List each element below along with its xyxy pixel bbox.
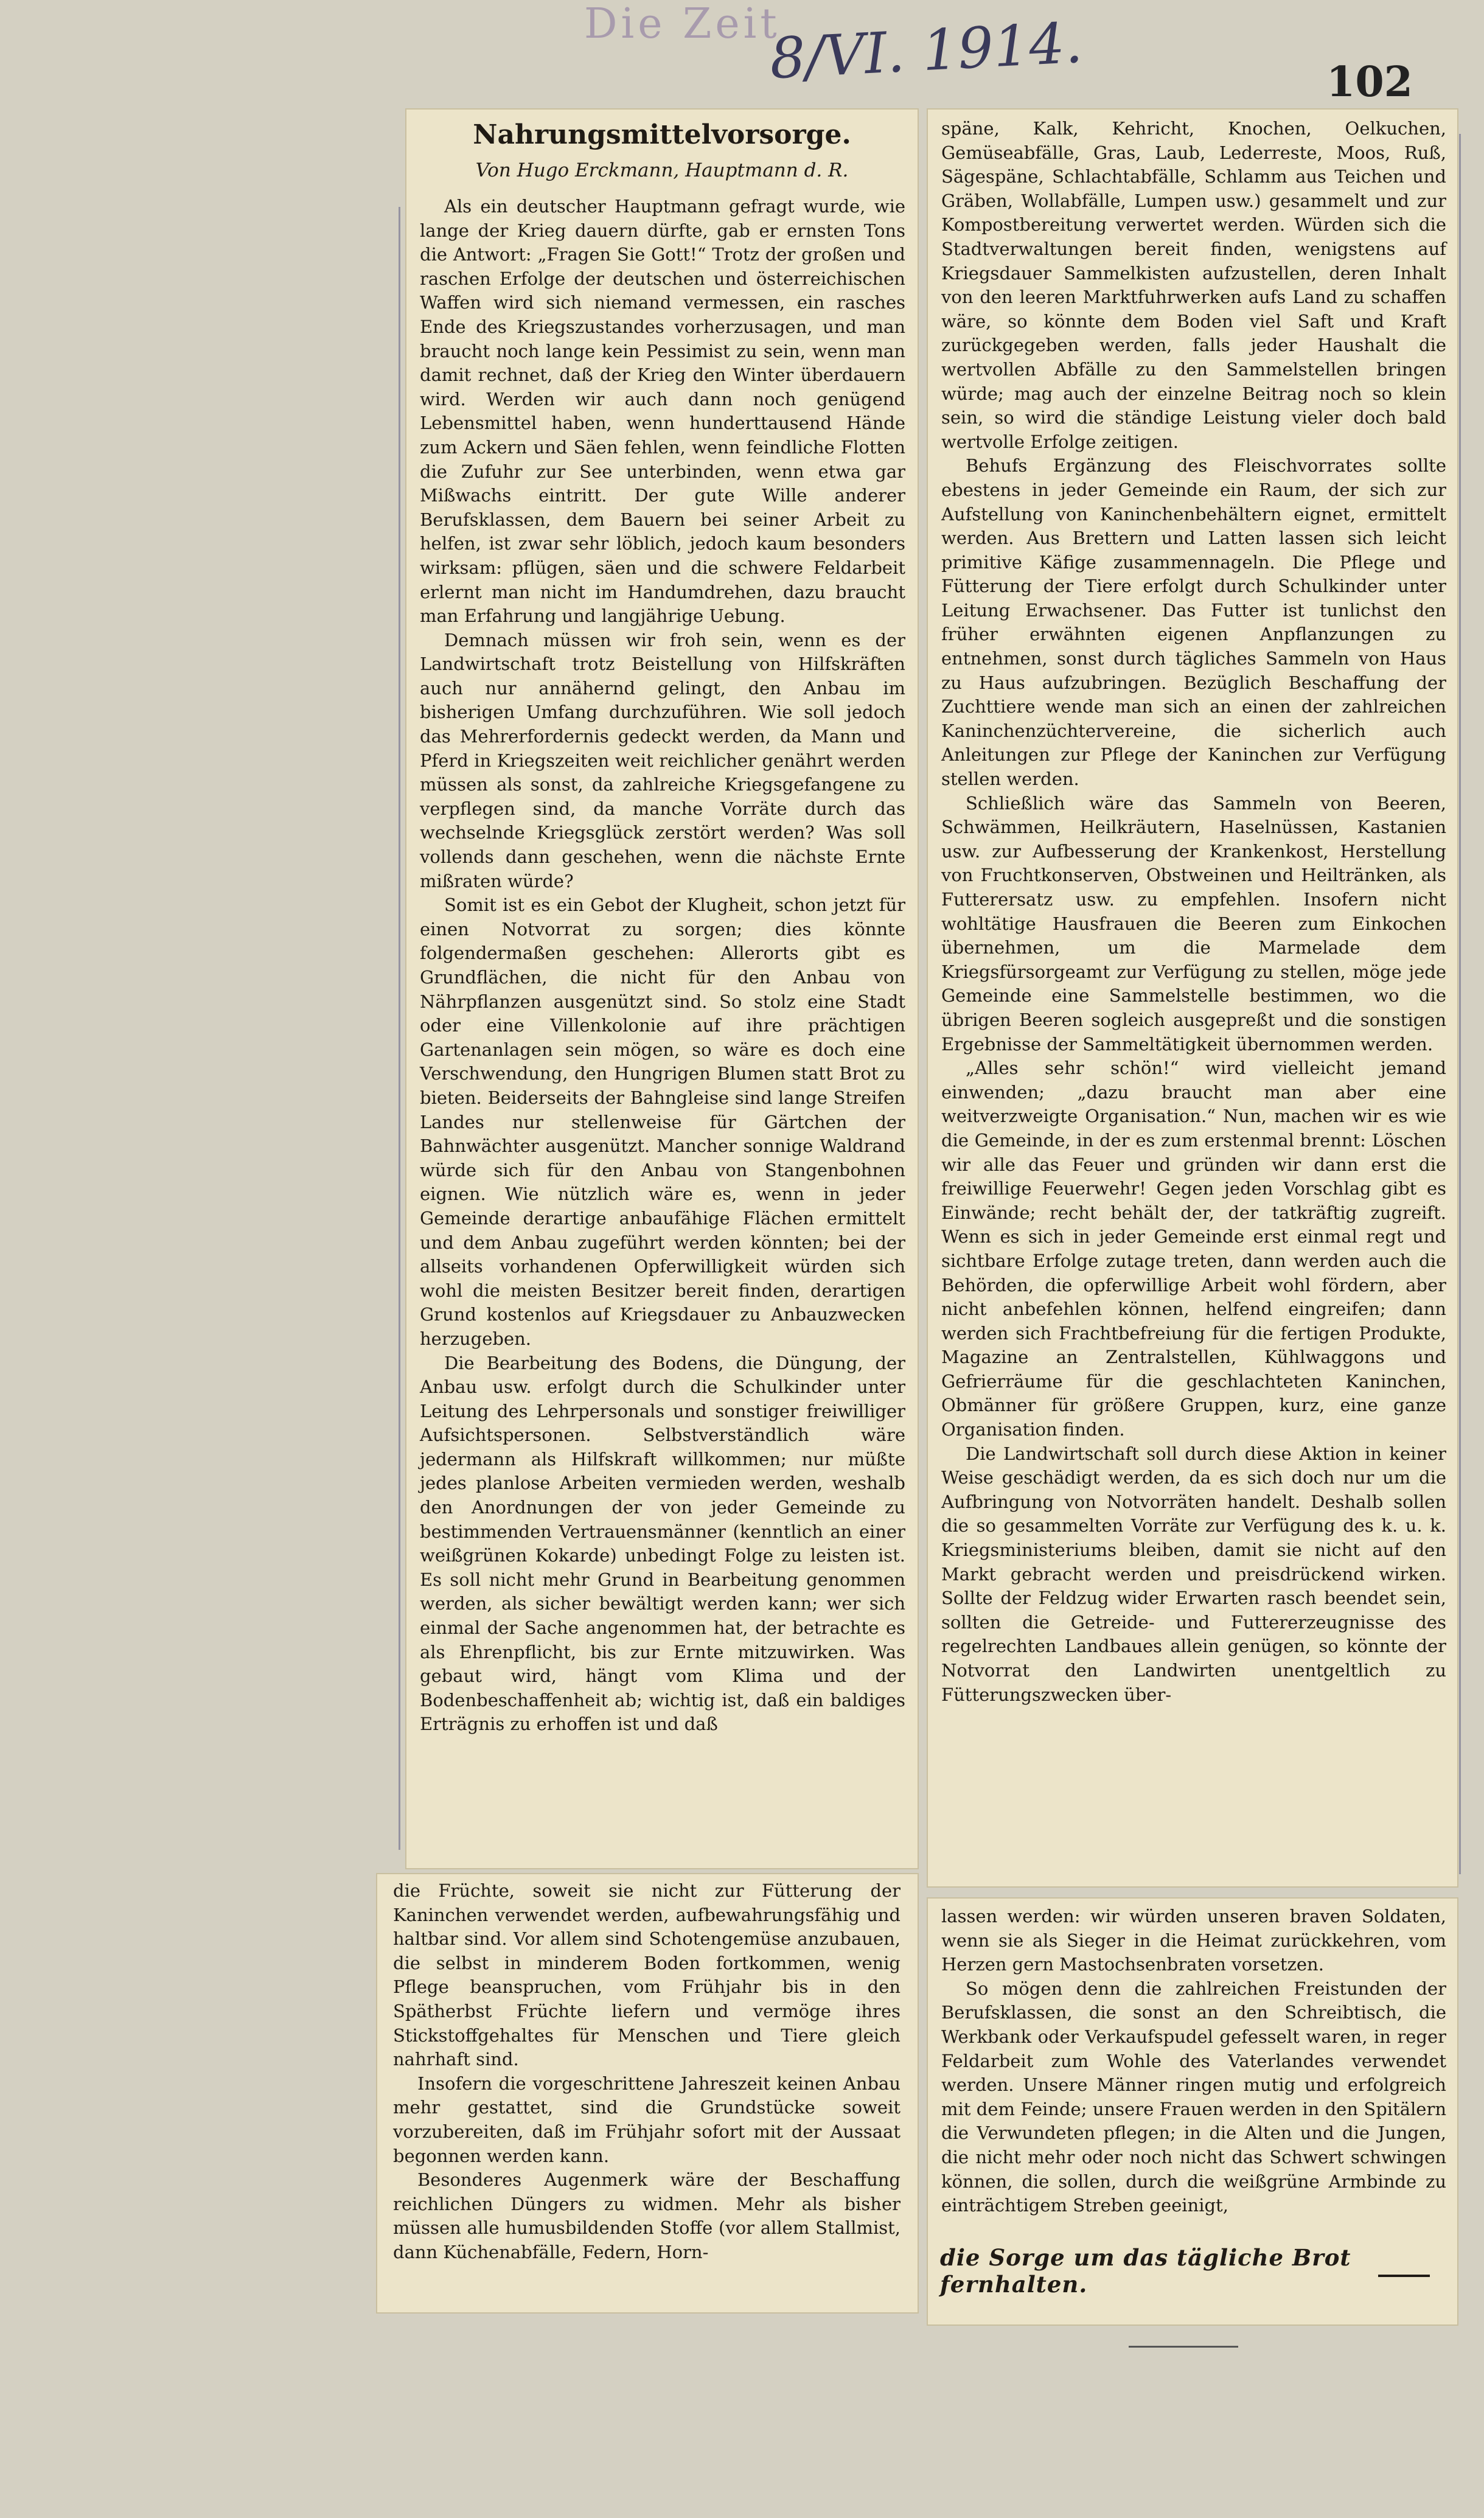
paragraph: späne, Kalk, Kehricht, Knochen, Oelkuchen, Gemüseabfälle, Gras, Laub, Lederreste, Moos, Ruß, Sägespäne, Schlachtabfälle, Schlamm aus Teichen und Gräben, Wollabfälle, Lumpen usw.) gesammelt und zur Kompostbereitung verwertet werden. Würden sich die Stadtverwaltungen bereit finden, wenigstens auf Kriegsdauer Sammelkisten aufzustellen, deren Inhalt von den leeren Marktfuhrwerken aufs Land zu schaffen wäre, so könnte dem Boden viel Saft und Kraft zurückgegeben werden, falls jeder Haushalt die wertvollen Abfälle zu den Sammelstellen bringen würde; mag auch der einzelne Beitrag noch so klein sein, so wird die ständige Leistung vieler doch bald wertvolle Erfolge zeitigen. [941, 118, 1446, 452]
handwritten-date: 8/VI. 1914. [768, 10, 1084, 92]
closing-underline [1378, 2275, 1430, 2277]
article-title: Nahrungsmittelvorsorge. [473, 119, 851, 150]
paragraph: lassen werden: wir würden unseren braven Soldaten, wenn sie als Sieger in die Heimat zurückkehren, vom Herzen gern Mastochsenbraten vorsetzen. [941, 1906, 1446, 1975]
text-column-left-top [406, 195, 918, 1862]
article-byline: Von Hugo Erckmann, Hauptmann d. R. [475, 159, 849, 181]
text-column-left-bottom [377, 1879, 918, 2305]
newspaper-stamp: Die Zeit [584, 0, 781, 48]
paragraph: So mögen denn die zahlreichen Freistunden der Berufsklassen, die sonst an den Schreibtisch, die Werkbank oder Verkaufspudel gefesselt waren, in reger Feldarbeit zum Wohle des Vaterlandes verwendet werden. Unsere Männer ringen mutig und erfolgreich mit dem Feinde; unsere Frauen werden in den Spitälern die Verwundeten pflegen; in die Alten und die Jungen, die nicht mehr oder noch nicht das Schwert schwingen können, die sollen, durch die weißgrüne Armbinde zu einträchtigem Streben geeinigt, [941, 1978, 1446, 2216]
paragraph: Demnach müssen wir froh sein, wenn es der Landwirtschaft trotz Beistellung von Hilfskräften auch nur annähernd gelingt, den Anbau im bisherigen Umfang durchzuführen. Wie soll jedoch das Mehrerfordernis gedeckt werden, da Mann und Pferd in Kriegszeiten weit reichlicher genährt werden müssen als sonst, da zahlreiche Kriegsgefangene zu verpflegen sind, da manche Vorräte durch das wechselnde Kriegsglück zerstört werden? Was soll vollends dann geschehen, wenn die nächste Ernte mißraten würde? [420, 629, 905, 891]
paragraph: Die Landwirtschaft soll durch diese Aktion in keiner Weise geschädigt werden, da es sich doch nur um die Aufbringung von Notvorräten handelt. Deshalb sollen die so gesammelten Vorräte zur Verfügung des k. u. k. Kriegsministeriums bleiben, damit sie nicht auf den Markt gebracht werden und preisdrückend wirken. Sollte der Feldzug wider Erwarten rasch beendet sein, sollten die Getreide- und Futtererzeugnisse des regelrechten Landbaues allein genügen, so könnte der Notvorrat den Landwirten unentgeltlich zu Fütterungszwecken über- [941, 1443, 1446, 1705]
end-rule [1129, 2346, 1238, 2348]
paragraph: die Früchte, soweit sie nicht zur Fütterung der Kaninchen verwendet werden, aufbewahrungsfähig und haltbar sind. Vor allem sind Schotengemüse anzubauen, die selbst in minderem Boden fortkommen, wenig Pflege beanspruchen, vom Frühjahr bis in den Spätherbst Früchte liefern und vermöge ihres Stickstoffgehaltes für Menschen und Tiere gleich nahrhaft sind. [393, 1880, 901, 2070]
paragraph: Als ein deutscher Hauptmann gefragt wurde, wie lange der Krieg dauern dürfte, gab er ernsten Tons die Antwort: „Fragen Sie Gott!“ Trotz der großen und raschen Erfolge der deutschen und österreichischen Waffen wird sich niemand vermessen, ein rasches Ende des Kriegszustandes vorherzusagen, und man braucht noch lange kein Pessimist zu sein, wenn man damit rechnet, daß der Krieg den Winter überdauern wird. Werden wir auch dann noch genügend Lebensmittel haben, wenn hunderttausend Hände zum Ackern und Säen fehlen, wenn feindliche Flotten die Zufuhr zur See unterbinden, wenn etwa gar Mißwachs eintritt. Der gute Wille anderer Berufsklassen, dem Bauern bei seiner Arbeit zu helfen, ist zwar sehr löblich, jedoch kaum besonders wirksam: pflügen, säen und die schwere Feldarbeit erlernt man nicht im Handumdrehen, dazu braucht man Erfahrung und langjährige Uebung. [420, 196, 905, 627]
closing-line: die Sorge um das tägliche Brot fernhalten. [940, 2244, 1351, 2298]
paragraph: Behufs Ergänzung des Fleischvorrates sollte ebestens in jeder Gemeinde ein Raum, der sich zur Aufstellung von Kaninchenbehältern eignet, ermittelt werden. Aus Brettern und Latten lassen sich leicht primitive Käfige zusammennageln. Die Pflege und Fütterung der Tiere erfolgt durch Schulkinder unter Leitung Erwachsener. Das Futter ist tunlichst den früher erwähnten eigenen Anpflanzungen zu entnehmen, sonst durch tägliches Sammeln von Haus zu Haus aufzubringen. Bezüglich Beschaffung der Zuchttiere wende man sich an einen der zahlreichen Kaninchenzüchtervereine, die sicherlich auch Anleitungen zur Pflege der Kaninchen zur Verfügung stellen werden. [941, 455, 1446, 790]
paragraph: „Alles sehr schön!“ wird vielleicht jemand einwenden; „dazu braucht man aber eine weitverzweigte Organisation.“ Nun, machen wir es wie die Gemeinde, in der es zum erstenmal brennt: Löschen wir alle das Feuer und gründen wir dann erst die freiwillige Feuerwehr! Gegen jeden Vorschlag gibt es Einwände; recht behält der, der tatkräftig zugreift. Wenn es sich in jeder Gemeinde erst einmal regt und sichtbare Erfolge zutage treten, dann werden auch die Behörden, die opferwillige Arbeit wohl fördern, aber nicht anbefehlen können, helfend eingreifen; dann werden sich Frachtbefreiung für die fertigen Produkte, Magazine an Zentralstellen, Kühlwaggons und Gefrierräume für die geschlachteten Kaninchen, Obmänner für größere Gruppen, kurz, eine ganze Organisation finden. [941, 1058, 1446, 1440]
paragraph: Insofern die vorgeschrittene Jahreszeit keinen Anbau mehr gestattet, sind die Grundstücke soweit vorzubereiten, daß im Frühjahr sofort mit der Aussaat begonnen werden kann. [393, 2073, 901, 2166]
text-column-right-bottom [928, 1905, 1457, 2245]
paragraph: Besonderes Augenmerk wäre der Beschaffung reichlichen Düngers zu widmen. Mehr als bisher müssen alle humusbildenden Stoffe (vor allem Stallmist, dann Küchenabfälle, Federn, Horn- [393, 2169, 901, 2262]
paragraph: Schließlich wäre das Sammeln von Beeren, Schwämmen, Heilkräutern, Haselnüssen, Kastanien usw. zur Aufbesserung der Krankenkost, Herstellung von Fruchtkonserven, Obstweinen und Heiltränken, als Futterersatz usw. zu empfehlen. Insofern nicht wohltätige Hausfrauen die Beeren zum Einkochen übernehmen, um die Marmelade dem Kriegsfürsorgeamt zur Verfügung zu stellen, möge jede Gemeinde eine Sammelstelle bestimmen, wo die übrigen Beeren sogleich ausgepreßt und die sonstigen Ergebnisse der Sammeltätigkeit übernommen werden. [941, 792, 1446, 1055]
margin-line-right [1459, 134, 1461, 1874]
page-number: 102 [1326, 58, 1413, 106]
paragraph: Die Bearbeitung des Bodens, die Düngung, der Anbau usw. erfolgt durch die Schulkinder unter Leitung des Lehrpersonals und sonstiger freiwilliger Aufsichtspersonen. Selbstverständlich wäre jedermann als Hilfskraft willkommen; nur müßte jedes planlose Arbeiten vermieden werden, weshalb den Anordnungen der von jeder Gemeinde zu bestimmenden Vertrauensmänner (kenntlich an einer weißgrünen Kokarde) unbedingt Folge zu leisten ist. Es soll nicht mehr Grund in Bearbeitung genommen werden, als sicher bewältigt werden kann; wer sich einmal der Sache angenommen hat, der betrachte es als Ehrenpflicht, bis zur Ernte mitzuwirken. Was gebaut wird, hängt vom Klima und der Bodenbeschaffenheit ab; wichtig ist, daß ein baldiges Erträgnis zu erhoffen ist und daß [420, 1352, 905, 1735]
paragraph: Somit ist es ein Gebot der Klugheit, schon jetzt für einen Notvorrat zu sorgen; dies könnte folgendermaßen geschehen: Allerorts gibt es Grundflächen, die nicht für den Anbau von Nährpflanzen ausgenützt sind. So stolz eine Stadt oder eine Villenkolonie auf ihre prächtigen Gartenanlagen sein mögen, so wäre es doch eine Verschwendung, den Hungrigen Blumen statt Brot zu bieten. Beiderseits der Bahngleise sind lange Streifen Landes nur stellenweise für Gärtchen der Bahnwächter ausgenützt. Mancher sonnige Waldrand würde sich für den Anbau von Stangenbohnen eignen. Wie nützlich wäre es, wenn in jeder Gemeinde derartige anbaufähige Flächen ermittelt und dem Anbau zugeführt werden könnten; bei der allseits vorhandenen Opferwilligkeit würden sich wohl die meisten Besitzer bereit finden, derartigen Grund kostenlos auf Kriegsdauer zu Anbauzwecken herzugeben. [420, 895, 905, 1349]
text-column-right-top [928, 117, 1457, 1882]
margin-line-left [399, 207, 400, 1850]
